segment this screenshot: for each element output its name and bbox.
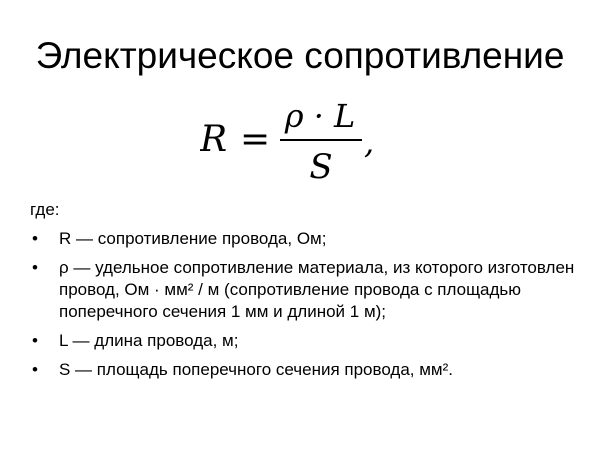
bullet-icon: • — [32, 360, 38, 379]
formula-equals: = — [240, 119, 271, 160]
slide-title: Электрическое сопротивление — [35, 35, 565, 76]
resistance-formula — [200, 94, 390, 186]
list-item — [30, 359, 580, 381]
definition-text: ρ — удельное сопротивление материала, из которого изготовлен провод, Ом · мм² / м (сопротивление провода с площадью поперечного сечения 1 мм и длиной 1 м); — [59, 258, 575, 321]
where-label: где: — [30, 200, 60, 219]
formula-lhs: R — [200, 119, 228, 160]
definition-text: S — площадь поперечного сечения провода, мм². — [59, 360, 453, 379]
definition-text: R — сопротивление провода, Ом; — [59, 229, 327, 248]
list-item — [30, 257, 580, 323]
definition-text: L — длина провода, м; — [59, 331, 239, 350]
list-item — [30, 330, 580, 352]
definitions-list — [30, 228, 580, 388]
bullet-icon: • — [32, 331, 38, 350]
formula-graphic — [200, 94, 390, 186]
bullet-icon: • — [32, 229, 38, 248]
list-item — [30, 228, 580, 250]
formula-trailing-comma: , — [364, 123, 375, 161]
bullet-icon: • — [32, 258, 38, 277]
formula-denominator: S — [309, 147, 333, 186]
formula-numerator: ρ · L — [284, 97, 356, 135]
